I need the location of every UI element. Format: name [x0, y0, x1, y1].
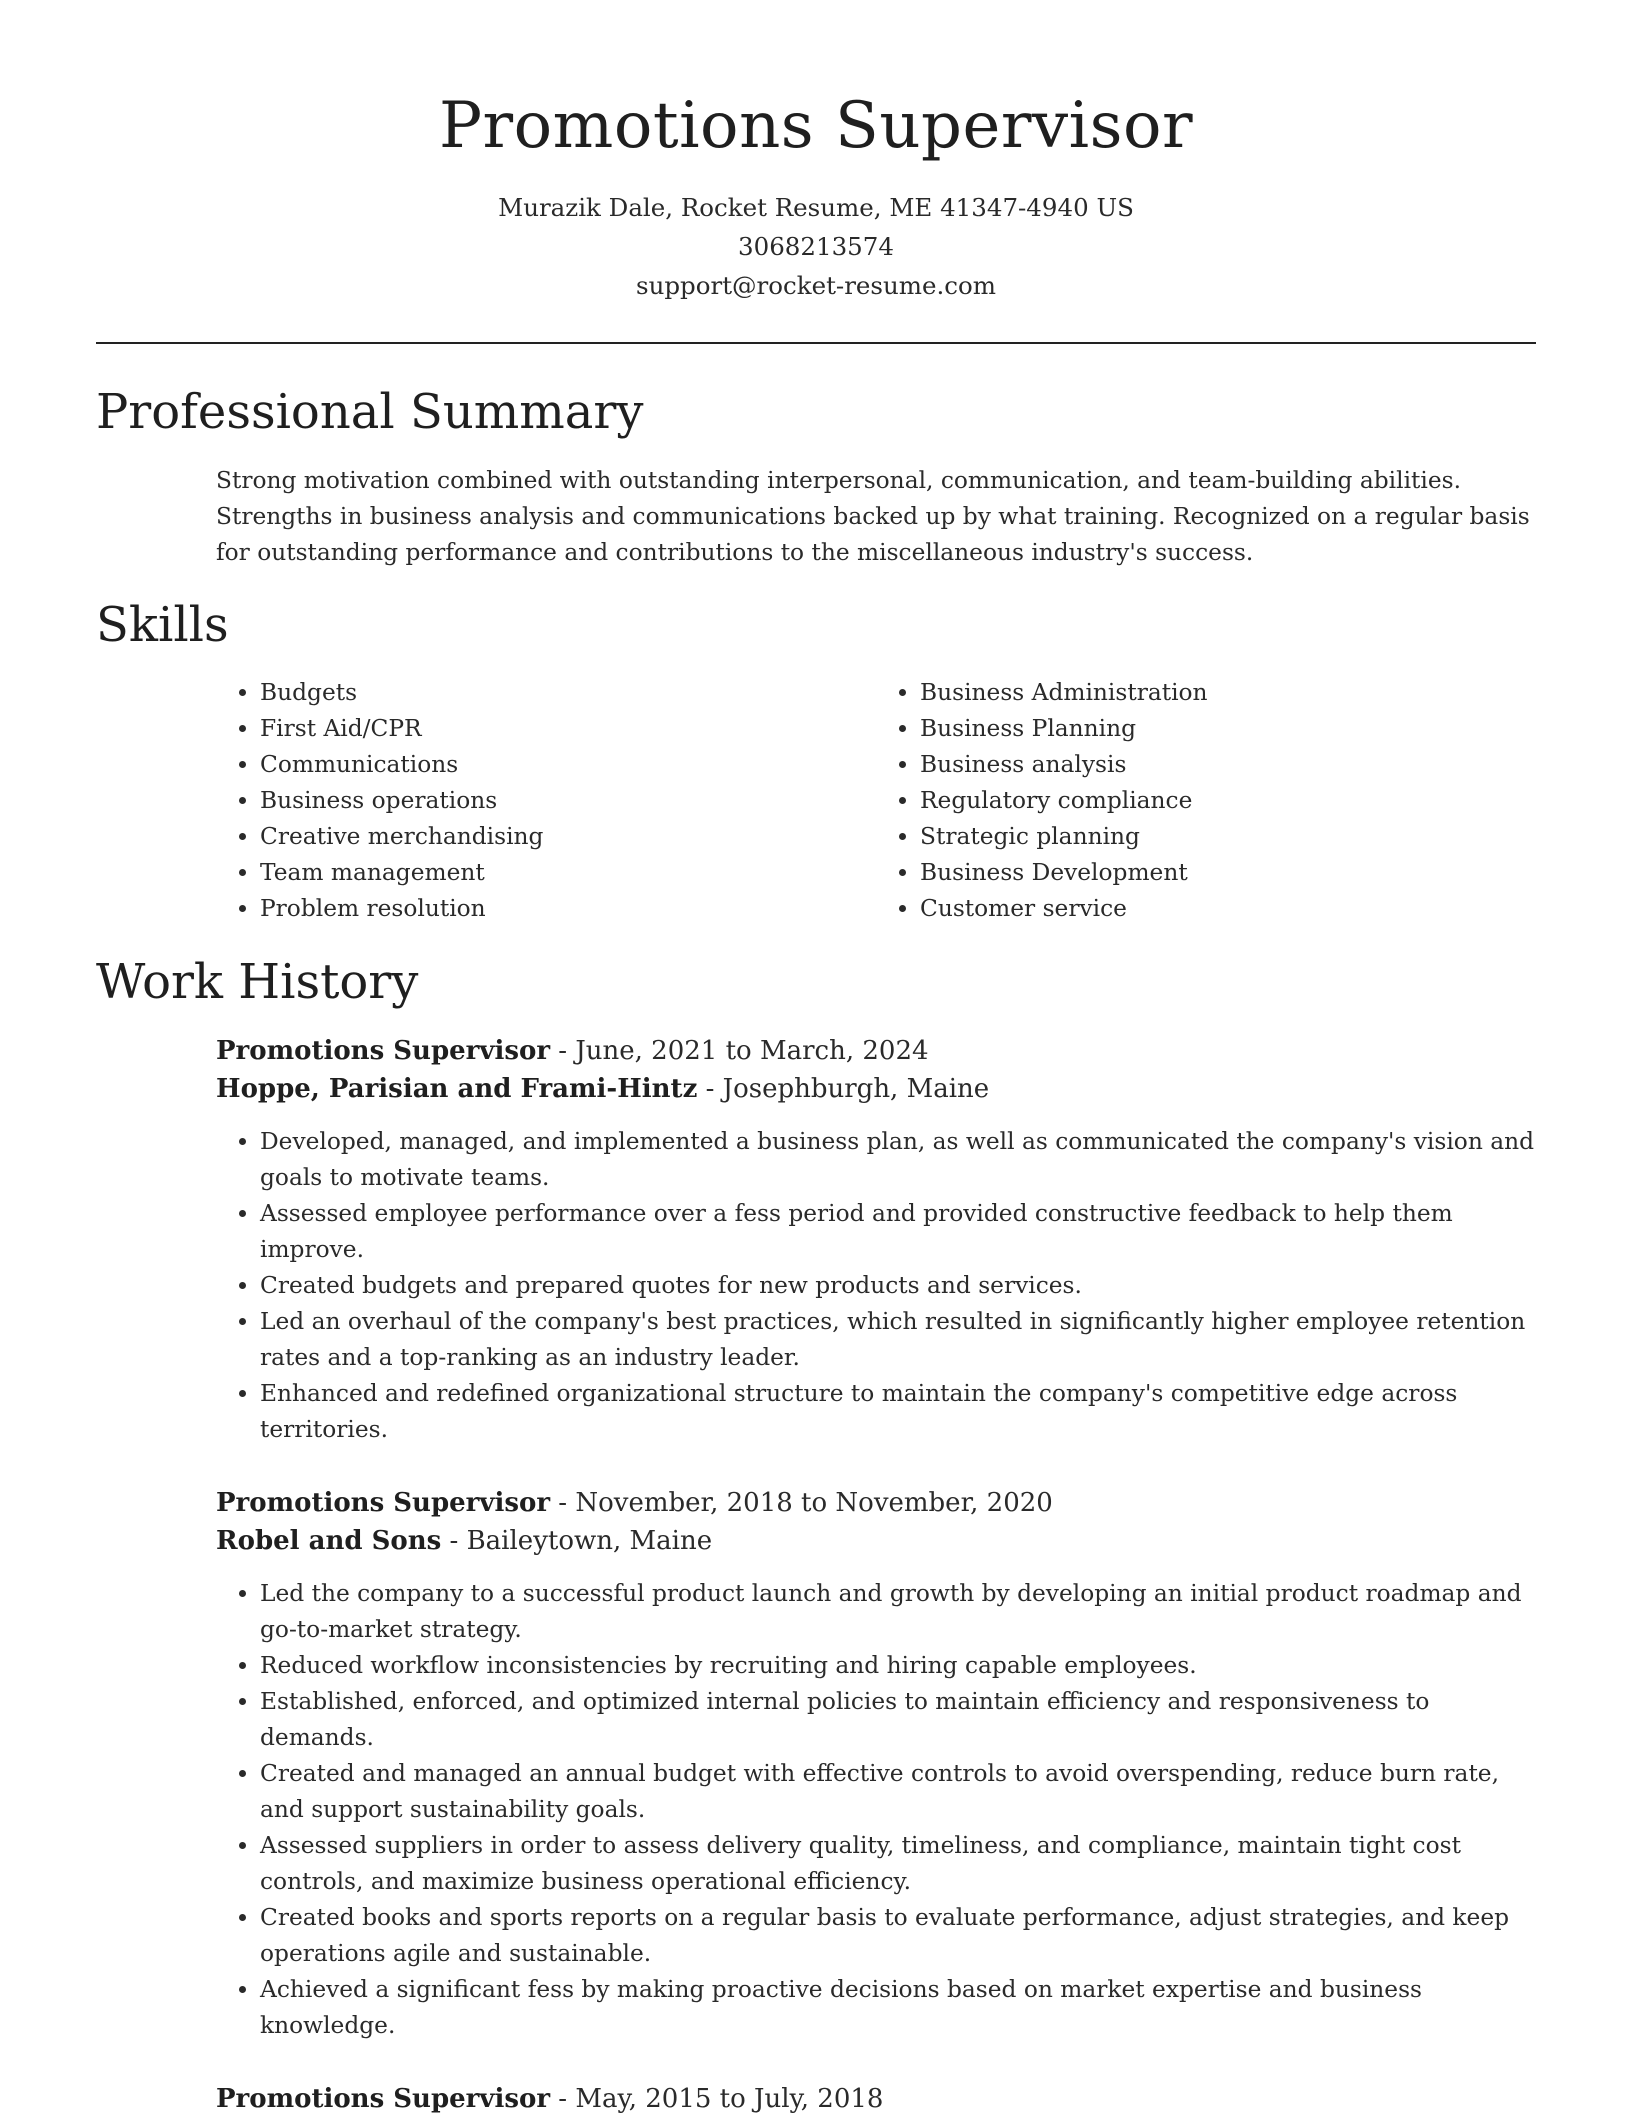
skill-item: • Business Administration	[920, 675, 1536, 711]
summary-text: Strong motivation combined with outstanding interpersonal, communication, and team-building abilities. Strengths in business analysis and communications backed up by what training. Recognized on a regular basis for outstanding performance and contributions to the miscellaneous industry's success.	[216, 467, 1530, 566]
skill-item: • Business analysis	[920, 747, 1536, 783]
job-bullet: • Assessed employee performance over a fess period and provided constructive feedback to help them improve.	[260, 1196, 1546, 1268]
skill-item: • Team management	[260, 855, 876, 891]
job-bullet: • Created books and sports reports on a regular basis to evaluate performance, adjust strategies, and keep operations agile and sustainable.	[260, 1900, 1546, 1972]
job-company: Hoppe, Parisian and Frami-Hintz	[216, 1074, 698, 1104]
skill-item: • Communications	[260, 747, 876, 783]
job-company-line	[216, 1522, 1546, 1560]
skill-item: • Creative merchandising	[260, 819, 876, 855]
job-location: - Josephburgh, Maine	[697, 1074, 990, 1104]
job-bullet: • Reduced workflow inconsistencies by recruiting and hiring capable employees.	[260, 1648, 1546, 1684]
job-bullet: • Achieved a significant fess by making proactive decisions based on market expertise and business knowledge.	[260, 1972, 1546, 2044]
job-role: Promotions Supervisor	[216, 1488, 551, 1518]
job-entry	[216, 1484, 1546, 2044]
job-bullet: • Led an overhaul of the company's best practices, which resulted in significantly higher employee retention rates and a top-ranking as an industry leader.	[260, 1304, 1546, 1376]
skills-list	[216, 675, 1536, 927]
skill-item: • Problem resolution	[260, 891, 876, 927]
contact-block	[0, 188, 1632, 305]
job-bullets	[216, 1576, 1546, 2044]
job-title-line	[216, 2080, 1546, 2118]
summary-heading: Professional Summary	[96, 384, 644, 440]
job-bullet: • Developed, managed, and implemented a business plan, as well as communicated the company's vision and goals to motivate teams.	[260, 1124, 1546, 1196]
skill-item: • Business Development	[920, 855, 1536, 891]
job-dates: - November, 2018 to November, 2020	[550, 1488, 1053, 1518]
candidate-title: Promotions Supervisor	[438, 89, 1194, 163]
skill-item: • Business operations	[260, 783, 876, 819]
job-bullet: • Led the company to a successful product launch and growth by developing an initial product roadmap and go-to-market strategy.	[260, 1576, 1546, 1648]
resume-header	[0, 0, 1632, 305]
skill-item: • Customer service	[920, 891, 1536, 927]
job-title-line	[216, 1484, 1546, 1522]
job-location: - Baileytown, Maine	[441, 1526, 713, 1556]
skills-column-left	[216, 675, 876, 927]
skill-item: • Strategic planning	[920, 819, 1536, 855]
job-title-line	[216, 1032, 1546, 1070]
job-entry	[216, 2080, 1546, 2118]
job-company: Robel and Sons	[216, 1526, 442, 1556]
skills-column-right	[876, 675, 1536, 927]
address: Murazik Dale, Rocket Resume, ME 41347-4940 US	[498, 193, 1134, 222]
skill-item: • Budgets	[260, 675, 876, 711]
job-role: Promotions Supervisor	[216, 1036, 551, 1066]
job-bullets	[216, 1124, 1546, 1448]
job-role: Promotions Supervisor	[216, 2084, 551, 2114]
skill-item: • First Aid/CPR	[260, 711, 876, 747]
skill-item: • Regulatory compliance	[920, 783, 1536, 819]
job-dates: - June, 2021 to March, 2024	[550, 1036, 929, 1066]
email: support@rocket-resume.com	[636, 271, 996, 300]
phone: 3068213574	[738, 232, 894, 261]
job-bullet: • Assessed suppliers in order to assess delivery quality, timeliness, and compliance, maintain tight cost controls, and maximize business operational efficiency.	[260, 1828, 1546, 1900]
job-entry	[216, 1032, 1546, 1448]
job-bullet: • Created budgets and prepared quotes for new products and services.	[260, 1268, 1546, 1304]
skills-heading: Skills	[96, 597, 229, 653]
job-bullet: • Established, enforced, and optimized internal policies to maintain efficiency and responsiveness to demands.	[260, 1684, 1546, 1756]
header-divider	[96, 342, 1536, 344]
job-bullet: • Enhanced and redefined organizational structure to maintain the company's competitive edge across territories.	[260, 1376, 1546, 1448]
job-company-line	[216, 1070, 1546, 1108]
work-history-heading: Work History	[96, 954, 419, 1010]
job-dates: - May, 2015 to July, 2018	[550, 2084, 884, 2114]
skill-item: • Business Planning	[920, 711, 1536, 747]
job-bullet: • Created and managed an annual budget with effective controls to avoid overspending, reduce burn rate, and support sustainability goals.	[260, 1756, 1546, 1828]
